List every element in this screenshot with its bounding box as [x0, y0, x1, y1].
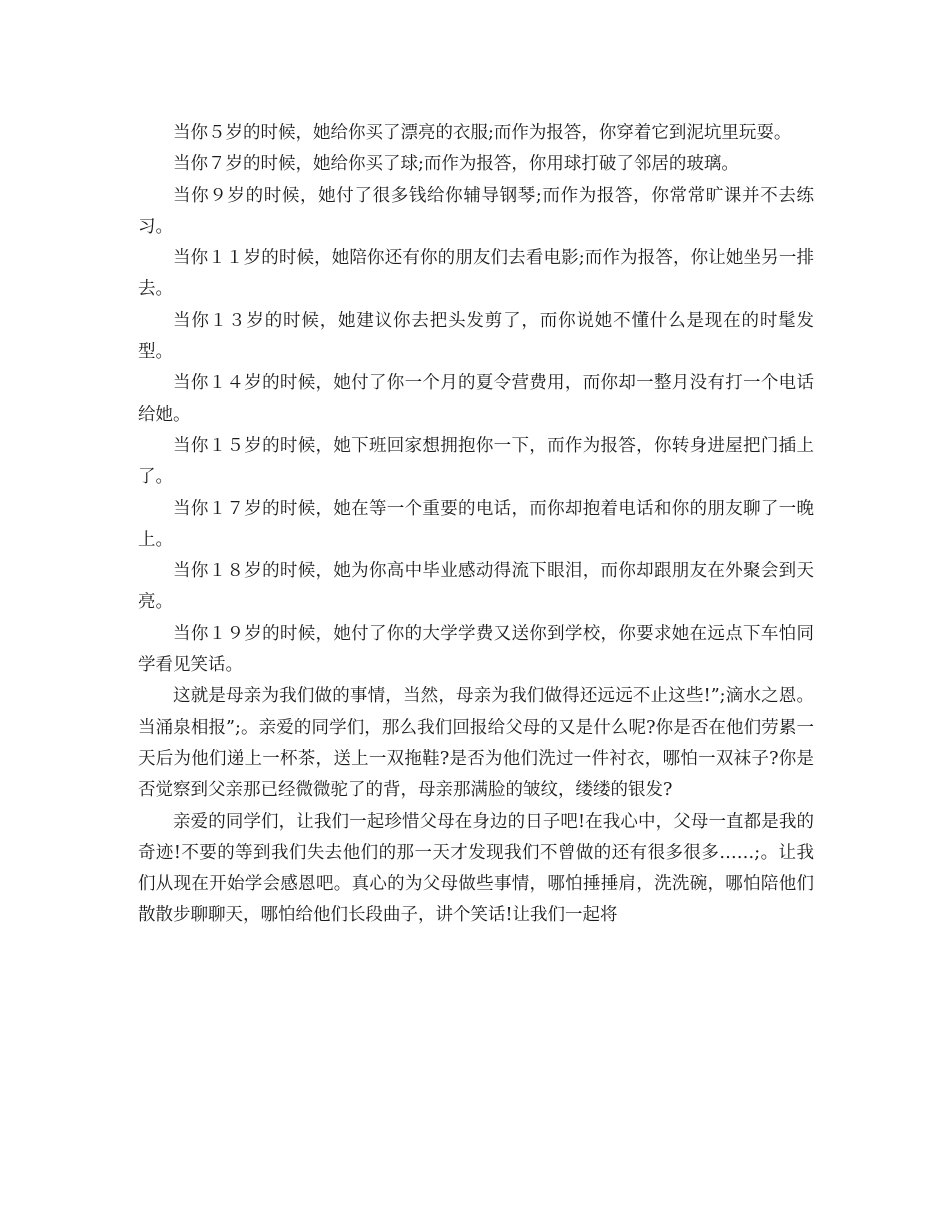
paragraph-age-5: 当你５岁的时候，她给你买了漂亮的衣服;而作为报答，你穿着它到泥坑里玩耍。	[173, 123, 792, 143]
paragraph-age-11: 当你１１岁的时候，她陪你还有你的朋友们去看电影;而作为报答，你让她坐另一排去。	[138, 248, 814, 300]
paragraph-age-7: 当你７岁的时候，她给你买了球;而作为报答，你用球打破了邻居的玻璃。	[173, 154, 739, 175]
paragraph-age-9: 当你９岁的时候，她付了很多钱给你辅导钢琴;而作为报答，你常常旷课并不去练习。	[138, 185, 814, 237]
paragraph-age-19: 当你１９岁的时候，她付了你的大学学费又送你到学校，你要求她在远点下车怕同学看见笑话。	[138, 623, 814, 676]
paragraph-age-14: 当你１４岁的时候，她付了你一个月的夏令营费用，而你却一整月没有打一个电话给她。	[138, 373, 814, 425]
paragraph-reflection: 这就是母亲为我们做的事情，当然，母亲为我们做得还远远不止这些!”;滴水之恩。当涌泉相报”;。亲爱的同学们，那么我们回报给父母的又是什么呢?你是否在他们劳累一天后为他们递上一杯茶，送上一双拖鞋?是否为他们洗过一件衬衣，哪怕一双袜子?你是否觉察到父亲那已经微微驼了的背，母亲那满脸的皱纹，缕缕的银发?	[138, 686, 814, 801]
document-body	[138, 118, 814, 932]
paragraph-appeal: 亲爱的同学们，让我们一起珍惜父母在身边的日子吧!在我心中，父母一直都是我的奇迹!不要的等到我们失去他们的那一天才发现我们不曾做的还有很多很多……;。让我们从现在开始学会感恩吧。真心的为父母做些事情，哪怕捶捶肩，洗洗碗，哪怕陪他们散散步聊聊天，哪怕给他们长段曲子，讲个笑话!让我们一起将	[138, 811, 814, 926]
paragraph-age-13: 当你１３岁的时候，她建议你去把头发剪了，而你说她不懂什么是现在的时髦发型。	[138, 310, 814, 363]
paragraph-age-15: 当你１５岁的时候，她下班回家想拥抱你一下，而作为报答，你转身进屋把门插上了。	[138, 435, 814, 488]
paragraph-age-18: 当你１８岁的时候，她为你高中毕业感动得流下眼泪，而你却跟朋友在外聚会到天亮。	[138, 561, 814, 613]
paragraph-age-17: 当你１７岁的时候，她在等一个重要的电话，而你却抱着电话和你的朋友聊了一晚上。	[138, 498, 814, 550]
